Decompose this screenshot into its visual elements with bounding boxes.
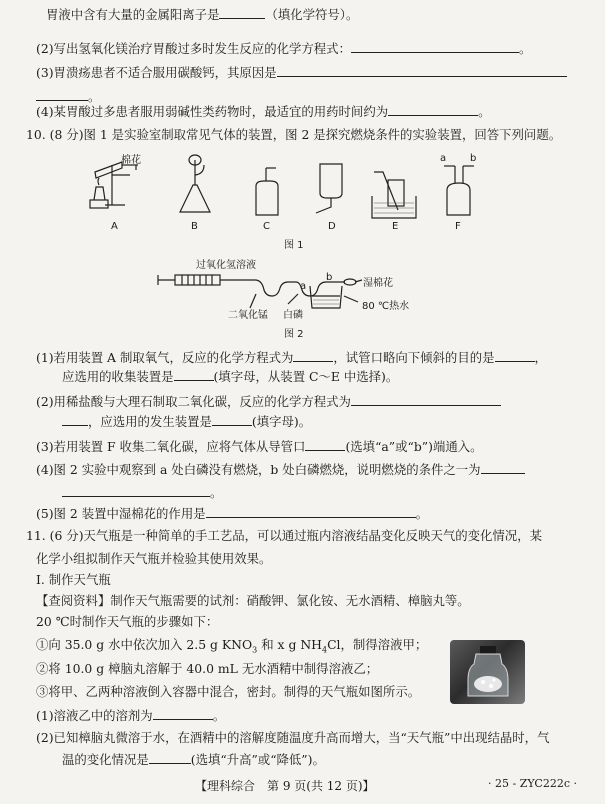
q10-sub4-cont: 。 <box>62 484 222 501</box>
mno2-label: 二氧化锰 <box>228 310 268 321</box>
q10-sub1-text4: (填字母，从装置 C～E 中选择)。 <box>213 369 399 384</box>
q10-sub4 <box>36 461 525 478</box>
q11-sub2-cont <box>62 751 325 768</box>
answer-blank <box>293 349 333 362</box>
answer-blank <box>149 751 191 764</box>
apparatus-letter-e: E <box>392 221 399 232</box>
q10-sub2-cont <box>62 413 311 430</box>
q10-sub4-text: (4)图 2 实验中观察到 a 处白磷没有燃烧，b 处白磷燃烧，说明燃烧的条件之一为 <box>36 462 481 477</box>
answer-blank <box>153 707 213 720</box>
q11-intro-2: 化学小组拟制作天气瓶并检验其使用效果。 <box>36 551 272 566</box>
q10-sub3 <box>36 438 483 455</box>
q10-sub1-text2: ，试管口略向下倾斜的目的是 <box>333 350 495 365</box>
q9-sub4: (4)某胃酸过多患者服用弱碱性类药物时，最适宜的用药时间约为 。 <box>36 104 491 119</box>
white-phosphorus-label: 白磷 <box>283 310 303 321</box>
q11-part1-heading: Ⅰ. 制作天气瓶 <box>36 572 111 587</box>
answer-blank <box>212 413 252 426</box>
answer-blank <box>481 461 525 474</box>
answer-blank <box>62 413 88 426</box>
apparatus-letter-d: D <box>328 221 336 232</box>
q11-step2: ②将 10.0 g 樟脑丸溶解于 40.0 mL 无水酒精中制得溶液乙； <box>36 661 379 676</box>
h2o2-label: 过氧化氢溶液 <box>196 260 256 271</box>
q9-line1-tail: （填化学符号）。 <box>265 7 359 22</box>
q10-intro: 10. (8 分)图 1 是实验室制取常见气体的装置，图 2 是探究燃烧条件的实验装置，回答下列问题。 <box>26 127 562 142</box>
q11-sub2-text2: 温的变化情况是 <box>62 752 149 767</box>
q11-sub1-text: (1)溶液乙中的溶剂为 <box>36 708 153 723</box>
figure-2-caption: 图 2 <box>284 329 304 340</box>
q10-sub5-text: (5)图 2 装置中湿棉花的作用是 <box>36 506 206 521</box>
answer-blank <box>206 505 416 518</box>
step1-text: ①向 35.0 g 水中依次加入 2.5 g KNO <box>36 637 253 652</box>
hot-water-label: 80 ℃热水 <box>362 301 410 312</box>
q10-sub2-text2: ，应选用的发生装置是 <box>88 414 212 429</box>
cotton-label: 棉花 <box>121 155 141 166</box>
q9-sub2: (2)写出氢氧化镁治疗胃酸过多时发生反应的化学方程式： 。 <box>36 41 532 56</box>
q11-intro-1: 11. (6 分)天气瓶是一种简单的手工艺品，可以通过瓶内溶液结晶变化反映天气的变化情况，某 <box>26 528 542 543</box>
apparatus-letter-b: B <box>191 221 198 232</box>
q10-sub3-text: (3)若用装置 F 收集二氧化碳，应将气体从导管口 <box>36 439 306 454</box>
port-b-label: b <box>470 153 477 164</box>
q10-sub1: (1)若用装置 A 制取氧气，反应的化学方程式为 ，试管口略向下倾斜的目的是 ， <box>36 350 547 365</box>
q11-sub2: (2)已知樟脑丸微溶于水，在酒精中的溶解度随温度升高而增大，当“天气瓶”中出现结晶时，气 <box>36 730 550 745</box>
point-a-label: a <box>300 281 307 292</box>
q9-sub3-cont: 。 <box>36 88 100 105</box>
apparatus-letter-f: F <box>455 221 461 232</box>
q10-sub3-text2: (选填“a”或“b”)端通入。 <box>345 439 483 454</box>
q10-sub5: (5)图 2 装置中湿棉花的作用是 。 <box>36 506 428 521</box>
answer-blank <box>62 484 210 497</box>
q10-sub2 <box>36 393 501 410</box>
answer-blank <box>305 438 345 451</box>
q10-sub1-text3: 应选用的收集装置是 <box>62 369 174 384</box>
step1-text2: 和 x g NH <box>257 637 322 652</box>
weather-bottle-icon <box>450 640 525 704</box>
point-b-label: b <box>326 272 333 283</box>
q11-steps-intro: 20 ℃时制作天气瓶的步骤如下： <box>36 614 219 629</box>
q10-sub1-text: (1)若用装置 A 制取氧气，反应的化学方程式为 <box>36 350 294 365</box>
q11-step1: ①向 35.0 g 水中依次加入 2.5 g $KNO_3$ 和 x g $NH_4Cl$，制得溶液甲； <box>36 637 428 655</box>
q9-sub4-text: (4)某胃酸过多患者服用弱碱性类药物时，最适宜的用药时间约为 <box>36 104 389 119</box>
apparatus-letter-a: A <box>111 221 118 232</box>
q11-sub1: (1)溶液乙中的溶剂为 。 <box>36 708 226 723</box>
figure-1-caption: 图 1 <box>284 240 304 251</box>
answer-blank <box>174 368 214 381</box>
port-a-label: a <box>440 153 447 164</box>
q10-sub2-text3: (填字母)。 <box>251 414 312 429</box>
weather-bottle-photo <box>450 640 525 704</box>
q9-line1-text: 胃液中含有大量的金属阳离子是 <box>46 7 220 22</box>
page-footer: 【理科综合 第 9 页(共 12 页)】 <box>195 779 375 793</box>
page-code: · 25 - ZYC222c · <box>488 777 577 790</box>
apparatus-letter-c: C <box>263 221 270 232</box>
q11-sub2-text3: (选填“升高”或“降低”)。 <box>190 752 325 767</box>
answer-blank <box>351 393 501 406</box>
q10-sub1-cont <box>62 368 398 385</box>
q11-reference: 【查阅资料】制作天气瓶需要的试剂：硝酸钾、氯化铵、无水酒精、樟脑丸等。 <box>36 593 470 608</box>
q9-sub2-text: (2)写出氢氧化镁治疗胃酸过多时发生反应的化学方程式： <box>36 41 351 56</box>
q9-sub3-text: (3)胃溃疡患者不适合服用碳酸钙，其原因是 <box>36 65 277 80</box>
q11-step3: ③将甲、乙两种溶液倒入容器中混合，密封。制得的天气瓶如图所示。 <box>36 684 421 699</box>
answer-blank <box>495 349 535 362</box>
step1-text3: Cl，制得溶液甲； <box>327 637 428 652</box>
wet-cotton-label: 湿棉花 <box>363 278 393 289</box>
q10-sub2-text: (2)用稀盐酸与大理石制取二氧化碳，反应的化学方程式为 <box>36 394 351 409</box>
